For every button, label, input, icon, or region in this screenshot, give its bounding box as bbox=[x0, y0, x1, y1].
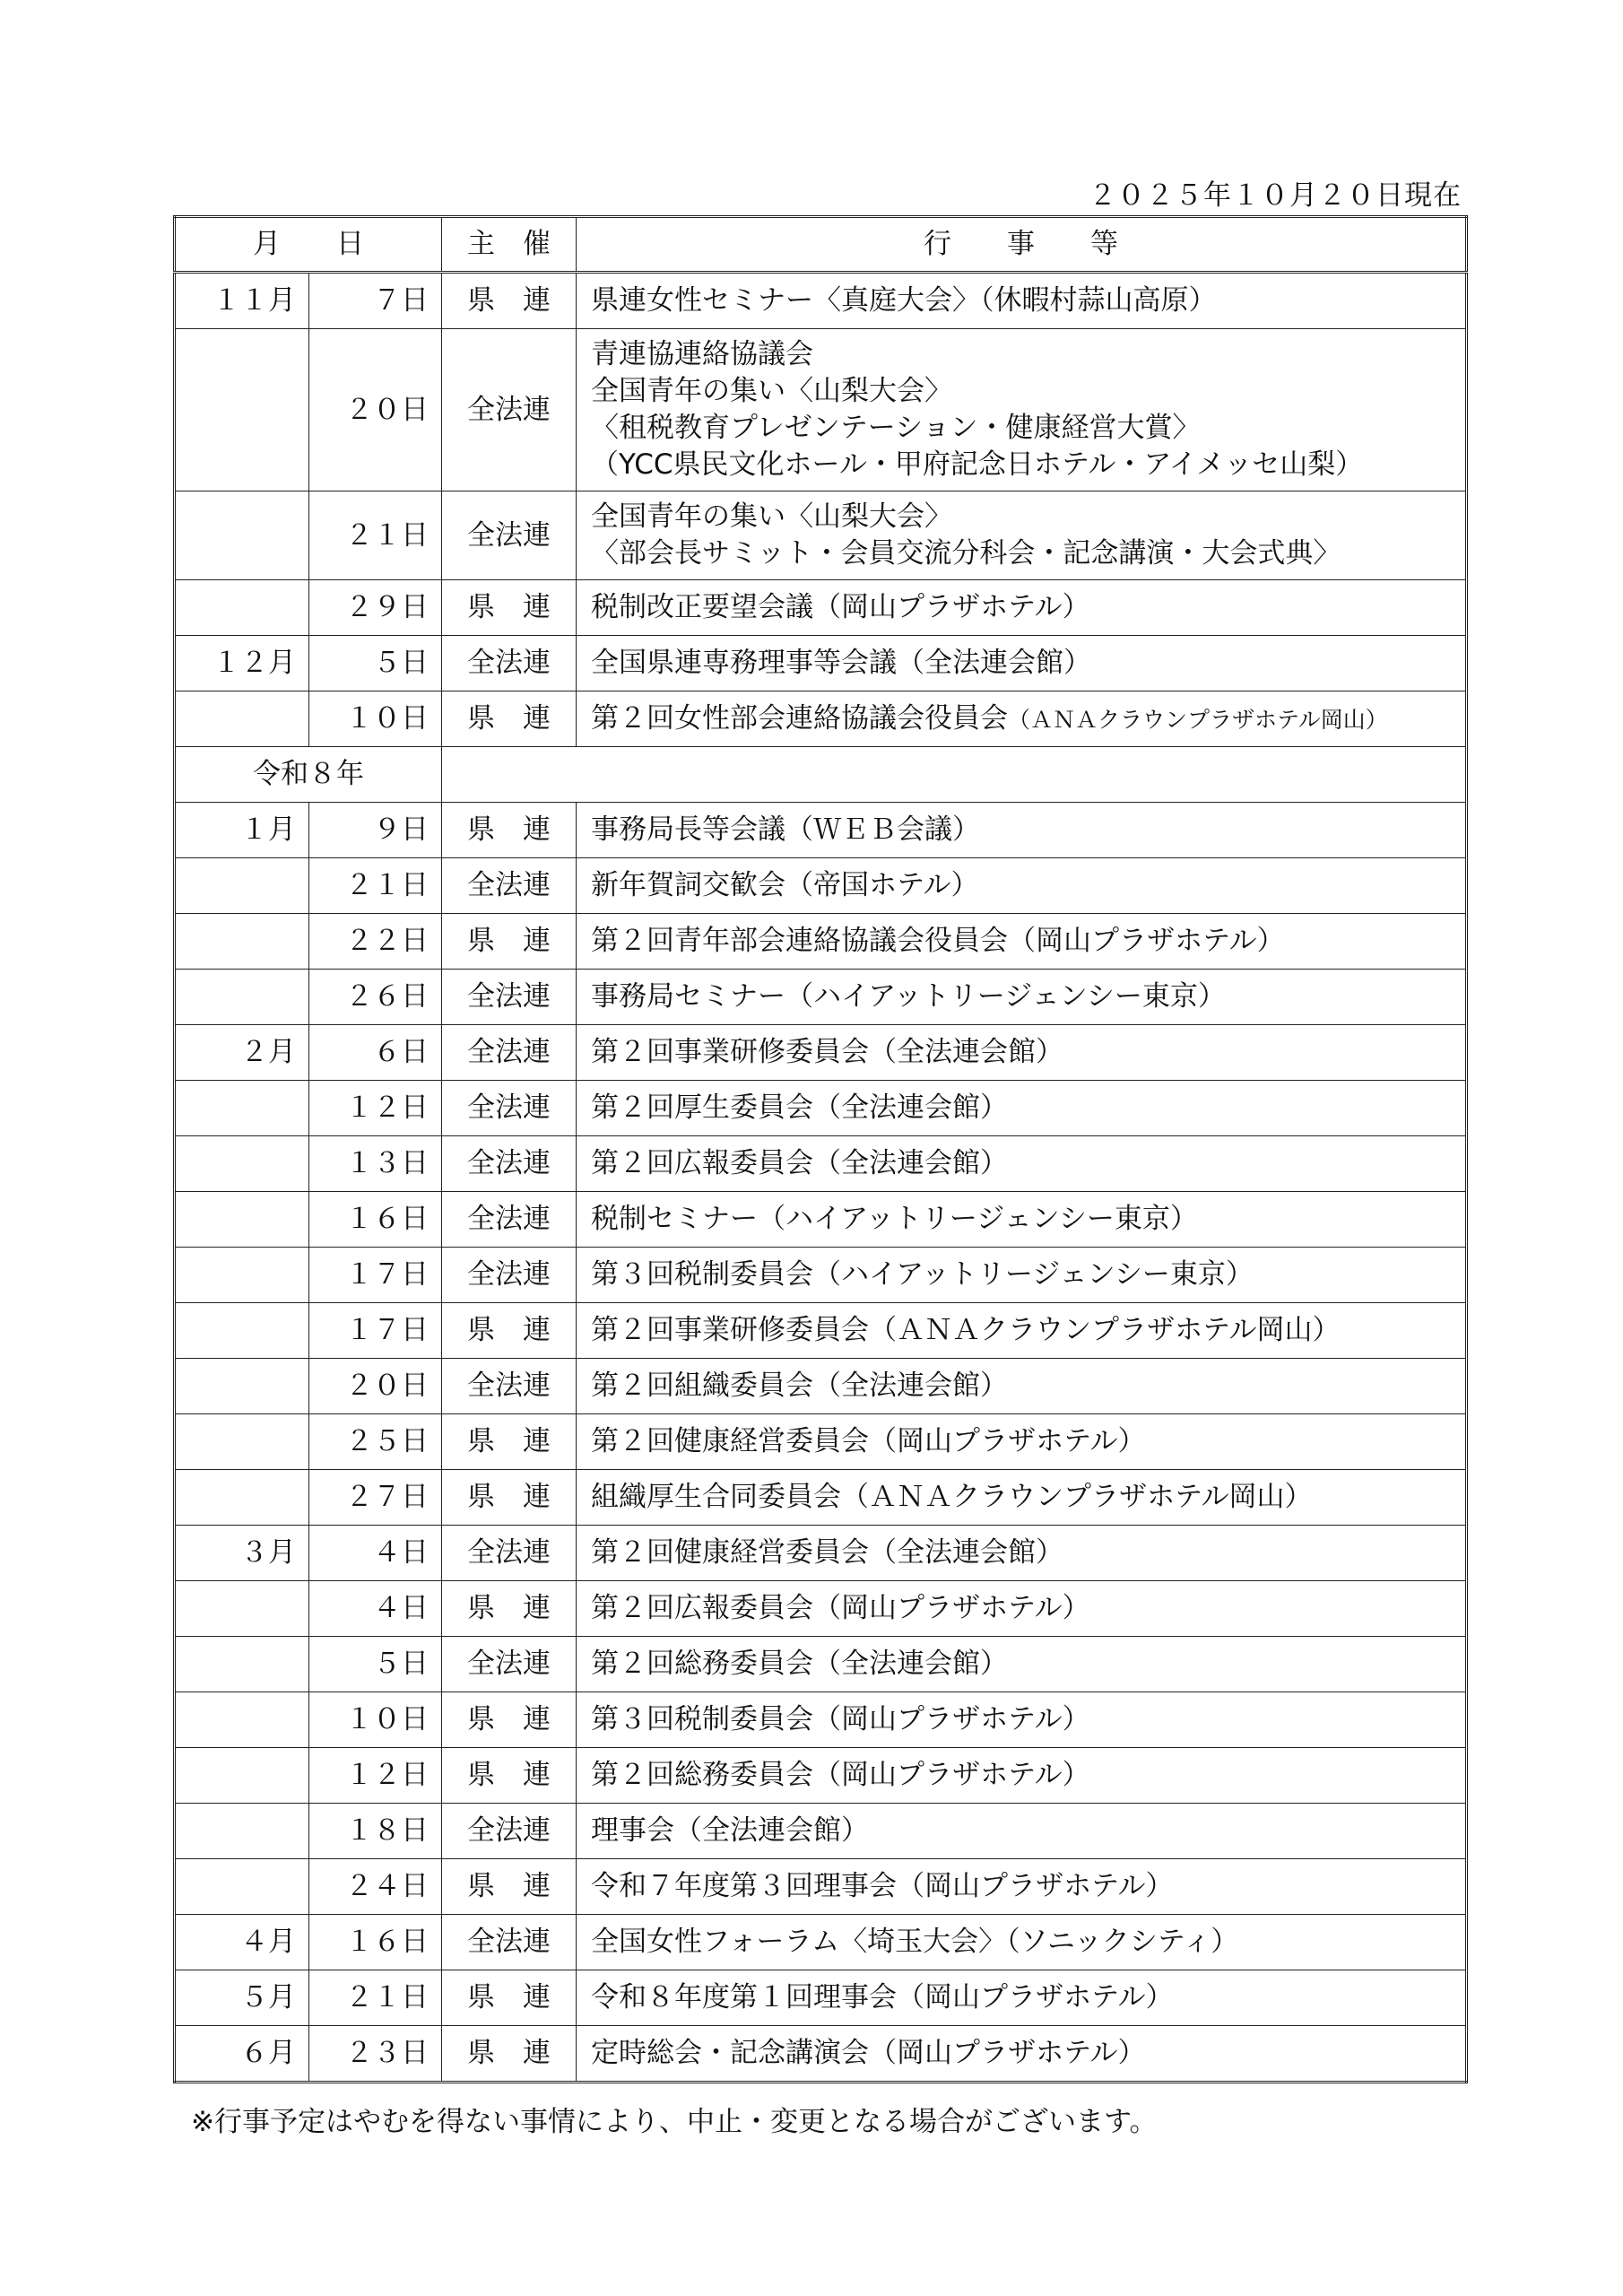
year-row bbox=[175, 747, 1467, 803]
cell-month: １２月 bbox=[175, 636, 309, 691]
event-text: 事務局セミナー（ハイアットリージェンシー東京） bbox=[591, 980, 1226, 1013]
cell-day: １３日 bbox=[309, 1136, 442, 1192]
event-text: 第２回青年部会連絡協議会役員会（岡山プラザホテル） bbox=[591, 925, 1285, 957]
event-text: 税制改正要望会議（岡山プラザホテル） bbox=[591, 591, 1090, 623]
cell-day: ２１日 bbox=[309, 1970, 442, 2026]
cell-organizer: 全法連 bbox=[442, 1915, 577, 1970]
footnote: ※行事予定はやむを得ない事情により、中止・変更となる場合がございます。 bbox=[191, 2106, 1158, 2138]
year-row-blank bbox=[442, 747, 1467, 803]
cell-organizer: 県 連 bbox=[442, 1859, 577, 1915]
cell-day: １８日 bbox=[309, 1804, 442, 1859]
cell-organizer: 県 連 bbox=[442, 580, 577, 636]
cell-day: ４日 bbox=[309, 1581, 442, 1637]
table-row bbox=[175, 691, 1467, 747]
table-row bbox=[175, 1025, 1467, 1081]
year-heading: 令和８年 bbox=[175, 747, 442, 803]
cell-event bbox=[577, 1859, 1467, 1915]
event-text: 定時総会・記念講演会（岡山プラザホテル） bbox=[591, 2037, 1146, 2069]
cell-day: ６日 bbox=[309, 1025, 442, 1081]
event-text: （YCC県民文化ホール・甲府記念日ホテル・アイメッセ山梨） bbox=[591, 448, 1364, 481]
cell-day: ２３日 bbox=[309, 2026, 442, 2083]
cell-organizer: 全法連 bbox=[442, 970, 577, 1025]
cell-organizer: 県 連 bbox=[442, 691, 577, 747]
cell-day: １６日 bbox=[309, 1192, 442, 1248]
cell-organizer: 県 連 bbox=[442, 2026, 577, 2083]
cell-month: ５月 bbox=[175, 1970, 309, 2026]
cell-month bbox=[175, 1081, 309, 1136]
cell-month bbox=[175, 1248, 309, 1303]
event-text: 全国女性フォーラム〈埼玉大会〉（ソニックシティ） bbox=[591, 1926, 1239, 1958]
cell-organizer: 全法連 bbox=[442, 1359, 577, 1414]
cell-event bbox=[577, 858, 1467, 914]
cell-day: ２２日 bbox=[309, 914, 442, 970]
cell-organizer: 全法連 bbox=[442, 636, 577, 691]
cell-month bbox=[175, 1470, 309, 1526]
cell-event bbox=[577, 491, 1467, 580]
table-row bbox=[175, 273, 1467, 329]
cell-month bbox=[175, 1303, 309, 1359]
event-text: 青連協連絡協議会 bbox=[591, 338, 813, 370]
cell-organizer: 県 連 bbox=[442, 1414, 577, 1470]
cell-organizer: 県 連 bbox=[442, 914, 577, 970]
cell-day: ５日 bbox=[309, 1637, 442, 1692]
cell-event bbox=[577, 636, 1467, 691]
cell-event bbox=[577, 1303, 1467, 1359]
cell-organizer: 県 連 bbox=[442, 803, 577, 858]
cell-event bbox=[577, 580, 1467, 636]
cell-month bbox=[175, 1359, 309, 1414]
cell-event bbox=[577, 1414, 1467, 1470]
cell-month bbox=[175, 691, 309, 747]
cell-day: ４日 bbox=[309, 1526, 442, 1581]
table-row bbox=[175, 1748, 1467, 1804]
schedule-table bbox=[173, 215, 1468, 2083]
table-row bbox=[175, 329, 1467, 491]
rows-2025 bbox=[175, 273, 1467, 747]
cell-month bbox=[175, 1748, 309, 1804]
cell-event bbox=[577, 329, 1467, 491]
table-row bbox=[175, 1970, 1467, 2026]
event-text: 組織厚生合同委員会（ＡＮＡクラウンプラザホテル岡山） bbox=[591, 1481, 1313, 1513]
cell-day: １０日 bbox=[309, 691, 442, 747]
cell-organizer: 県 連 bbox=[442, 1303, 577, 1359]
cell-event bbox=[577, 1637, 1467, 1692]
table-row bbox=[175, 1915, 1467, 1970]
cell-organizer: 全法連 bbox=[442, 1025, 577, 1081]
cell-organizer: 県 連 bbox=[442, 1581, 577, 1637]
cell-organizer: 全法連 bbox=[442, 491, 577, 580]
cell-organizer: 全法連 bbox=[442, 1637, 577, 1692]
cell-month bbox=[175, 1136, 309, 1192]
event-text: 第３回税制委員会（ハイアットリージェンシー東京） bbox=[591, 1258, 1254, 1291]
cell-event bbox=[577, 1581, 1467, 1637]
cell-event bbox=[577, 914, 1467, 970]
table-row bbox=[175, 970, 1467, 1025]
table-row bbox=[175, 1859, 1467, 1915]
table-row bbox=[175, 1414, 1467, 1470]
cell-day: １７日 bbox=[309, 1303, 442, 1359]
event-text: 税制セミナー（ハイアットリージェンシー東京） bbox=[591, 1203, 1198, 1235]
cell-event bbox=[577, 273, 1467, 329]
cell-organizer: 全法連 bbox=[442, 1248, 577, 1303]
table-row bbox=[175, 1804, 1467, 1859]
cell-month bbox=[175, 1692, 309, 1748]
event-text: 第２回厚生委員会（全法連会館） bbox=[591, 1091, 1008, 1124]
cell-day: ２０日 bbox=[309, 1359, 442, 1414]
table-row bbox=[175, 1248, 1467, 1303]
cell-day: ２０日 bbox=[309, 329, 442, 491]
event-text: 第３回税制委員会（岡山プラザホテル） bbox=[591, 1703, 1090, 1735]
table-row bbox=[175, 1692, 1467, 1748]
event-text: 全国県連専務理事等会議（全法連会館） bbox=[591, 647, 1091, 679]
table-row bbox=[175, 1637, 1467, 1692]
cell-organizer: 県 連 bbox=[442, 273, 577, 329]
cell-organizer: 全法連 bbox=[442, 858, 577, 914]
cell-month bbox=[175, 914, 309, 970]
event-text: 令和７年度第３回理事会（岡山プラザホテル） bbox=[591, 1870, 1174, 1902]
table-row bbox=[175, 1470, 1467, 1526]
cell-event bbox=[577, 2026, 1467, 2083]
event-text: 〈部会長サミット・会員交流分科会・記念講演・大会式典〉 bbox=[591, 537, 1341, 570]
cell-day: ２４日 bbox=[309, 1859, 442, 1915]
event-text: 第２回事業研修委員会（全法連会館） bbox=[591, 1036, 1063, 1068]
cell-event bbox=[577, 1970, 1467, 2026]
event-text: 第２回事業研修委員会（ＡＮＡクラウンプラザホテル岡山） bbox=[591, 1314, 1341, 1346]
header-row bbox=[175, 217, 1467, 273]
event-text: 第２回総務委員会（岡山プラザホテル） bbox=[591, 1759, 1090, 1791]
event-text: 理事会（全法連会館） bbox=[591, 1814, 869, 1847]
cell-event bbox=[577, 1915, 1467, 1970]
year-divider bbox=[175, 747, 1467, 803]
event-text: 令和８年度第１回理事会（岡山プラザホテル） bbox=[591, 1981, 1174, 2013]
cell-month bbox=[175, 858, 309, 914]
cell-organizer: 全法連 bbox=[442, 1192, 577, 1248]
table-row bbox=[175, 580, 1467, 636]
cell-day: １６日 bbox=[309, 1915, 442, 1970]
table-row bbox=[175, 2026, 1467, 2083]
cell-event bbox=[577, 970, 1467, 1025]
cell-day: １０日 bbox=[309, 1692, 442, 1748]
table-row bbox=[175, 1136, 1467, 1192]
event-text: 新年賀詞交歓会（帝国ホテル） bbox=[591, 869, 979, 901]
cell-day: ９日 bbox=[309, 803, 442, 858]
table-row bbox=[175, 858, 1467, 914]
table-row bbox=[175, 491, 1467, 580]
cell-event bbox=[577, 1526, 1467, 1581]
header-event: 行 事 等 bbox=[577, 217, 1467, 273]
table-row bbox=[175, 1581, 1467, 1637]
cell-month bbox=[175, 1414, 309, 1470]
cell-organizer: 全法連 bbox=[442, 329, 577, 491]
table-row bbox=[175, 914, 1467, 970]
cell-event bbox=[577, 1748, 1467, 1804]
event-text: 第２回組織委員会（全法連会館） bbox=[591, 1370, 1008, 1402]
cell-month bbox=[175, 1804, 309, 1859]
cell-month bbox=[175, 491, 309, 580]
cell-event bbox=[577, 1136, 1467, 1192]
rows-2026 bbox=[175, 803, 1467, 2083]
cell-organizer: 全法連 bbox=[442, 1081, 577, 1136]
cell-event bbox=[577, 1192, 1467, 1248]
table-row bbox=[175, 1526, 1467, 1581]
cell-month: ２月 bbox=[175, 1025, 309, 1081]
cell-month bbox=[175, 1859, 309, 1915]
cell-month: ３月 bbox=[175, 1526, 309, 1581]
header-organizer: 主 催 bbox=[442, 217, 577, 273]
table-row bbox=[175, 636, 1467, 691]
cell-event bbox=[577, 1470, 1467, 1526]
cell-event bbox=[577, 1025, 1467, 1081]
cell-organizer: 県 連 bbox=[442, 1692, 577, 1748]
cell-day: ７日 bbox=[309, 273, 442, 329]
cell-month: １月 bbox=[175, 803, 309, 858]
cell-day: ２６日 bbox=[309, 970, 442, 1025]
cell-month bbox=[175, 1192, 309, 1248]
cell-day: ５日 bbox=[309, 636, 442, 691]
cell-organizer: 県 連 bbox=[442, 1748, 577, 1804]
table-row bbox=[175, 803, 1467, 858]
cell-day: ２５日 bbox=[309, 1414, 442, 1470]
cell-day: ２１日 bbox=[309, 491, 442, 580]
cell-day: １２日 bbox=[309, 1081, 442, 1136]
cell-organizer: 全法連 bbox=[442, 1136, 577, 1192]
event-text: 県連女性セミナー〈真庭大会〉（休暇村蒜山高原） bbox=[591, 284, 1217, 317]
cell-event bbox=[577, 1804, 1467, 1859]
event-text: 第２回健康経営委員会（全法連会館） bbox=[591, 1536, 1063, 1569]
cell-month bbox=[175, 580, 309, 636]
event-text: 事務局長等会議（ＷＥＢ会議） bbox=[591, 813, 980, 846]
cell-month bbox=[175, 329, 309, 491]
event-text: 〈租税教育プレゼンテーション・健康経営大賞〉 bbox=[591, 412, 1201, 444]
cell-event bbox=[577, 1248, 1467, 1303]
event-text: 第２回女性部会連絡協議会役員会 bbox=[591, 701, 1008, 735]
cell-event bbox=[577, 803, 1467, 858]
event-text: 第２回総務委員会（全法連会館） bbox=[591, 1648, 1008, 1680]
cell-organizer: 全法連 bbox=[442, 1804, 577, 1859]
event-text: 第２回広報委員会（岡山プラザホテル） bbox=[591, 1592, 1090, 1624]
event-venue: （ＡＮＡクラウンプラザホテル岡山） bbox=[1008, 706, 1388, 733]
cell-day: １７日 bbox=[309, 1248, 442, 1303]
cell-month: ４月 bbox=[175, 1915, 309, 1970]
table-row bbox=[175, 1192, 1467, 1248]
cell-event bbox=[577, 1359, 1467, 1414]
event-text: 第２回広報委員会（全法連会館） bbox=[591, 1147, 1008, 1179]
cell-day: ２９日 bbox=[309, 580, 442, 636]
cell-organizer: 県 連 bbox=[442, 1970, 577, 2026]
cell-event bbox=[577, 1692, 1467, 1748]
event-text: 全国青年の集い〈山梨大会〉 bbox=[591, 500, 952, 533]
cell-organizer: 県 連 bbox=[442, 1470, 577, 1526]
cell-organizer: 全法連 bbox=[442, 1526, 577, 1581]
table-row bbox=[175, 1303, 1467, 1359]
table-row bbox=[175, 1081, 1467, 1136]
cell-event bbox=[577, 1081, 1467, 1136]
cell-day: ２７日 bbox=[309, 1470, 442, 1526]
as-of-date: ２０２５年１０月２０日現在 bbox=[1089, 179, 1462, 212]
cell-month bbox=[175, 1637, 309, 1692]
event-text: 全国青年の集い〈山梨大会〉 bbox=[591, 375, 952, 407]
cell-month bbox=[175, 1581, 309, 1637]
cell-event bbox=[577, 691, 1467, 747]
header-date: 月 日 bbox=[175, 217, 442, 273]
table-row bbox=[175, 1359, 1467, 1414]
cell-day: ２１日 bbox=[309, 858, 442, 914]
event-text: 第２回健康経営委員会（岡山プラザホテル） bbox=[591, 1425, 1146, 1457]
cell-month: １１月 bbox=[175, 273, 309, 329]
cell-day: １２日 bbox=[309, 1748, 442, 1804]
cell-month: ６月 bbox=[175, 2026, 309, 2083]
cell-month bbox=[175, 970, 309, 1025]
